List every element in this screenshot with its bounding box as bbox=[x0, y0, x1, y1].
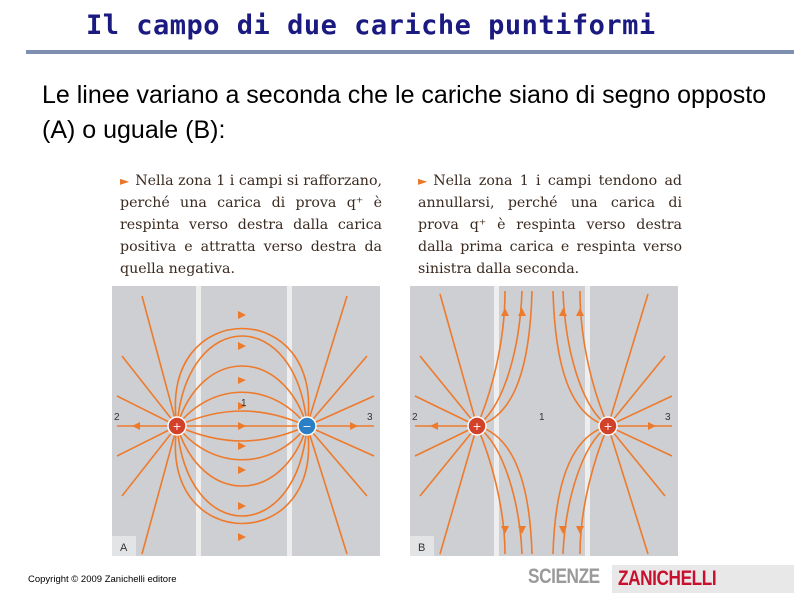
figure-a-opposite-charges bbox=[112, 286, 380, 556]
zone-band-right bbox=[585, 286, 590, 556]
negative-charge-sign: − bbox=[302, 420, 312, 433]
publisher-logo bbox=[528, 565, 794, 593]
zone-label-2: 2 bbox=[114, 412, 120, 423]
caption-a-text: Nella zona 1 i campi si rafforzano, perché una carica di prova q⁺ è respinta verso destra dalla carica positiva e attratta verso destra da quella negativa. bbox=[120, 173, 382, 277]
caption-a bbox=[120, 170, 382, 280]
figure-b-like-charges bbox=[410, 286, 678, 556]
positive-charge-sign: + bbox=[172, 420, 182, 433]
title-underline bbox=[26, 50, 794, 54]
zone-label-1: 1 bbox=[241, 398, 247, 409]
zone-label-1: 1 bbox=[539, 412, 545, 423]
bullet-arrow-icon: ► bbox=[418, 174, 428, 188]
slide-title: Il campo di due cariche puntiformi bbox=[86, 10, 656, 41]
zone-label-3: 3 bbox=[367, 412, 373, 423]
panel-a-label: A bbox=[120, 542, 128, 554]
positive-charge-left-sign: + bbox=[472, 420, 482, 433]
panel-b-label: B bbox=[418, 542, 426, 554]
zone-label-3: 3 bbox=[665, 412, 671, 423]
zone-band-left bbox=[494, 286, 499, 556]
logo-zanichelli-box bbox=[612, 565, 794, 593]
caption-b bbox=[418, 170, 682, 280]
zone-label-2: 2 bbox=[412, 412, 418, 423]
logo-scienze: SCIENZE bbox=[528, 565, 600, 588]
logo-zanichelli: ZANICHELLI bbox=[618, 567, 717, 590]
intro-text: Le linee variano a seconda che le cariche siano di segno opposto (A) o uguale (B): bbox=[42, 81, 767, 144]
positive-charge-right-sign: + bbox=[603, 420, 613, 433]
caption-b-text: Nella zona 1 i campi tendono ad annullarsi, perché una carica di prova q⁺ è respinta verso destra dalla prima carica e respinta verso sinistra dalla seconda. bbox=[418, 173, 682, 277]
zone-band-right bbox=[287, 286, 292, 556]
bullet-arrow-icon: ► bbox=[120, 174, 130, 188]
zone-band-left bbox=[196, 286, 201, 556]
copyright-text: Copyright © 2009 Zanichelli editore bbox=[28, 574, 177, 585]
